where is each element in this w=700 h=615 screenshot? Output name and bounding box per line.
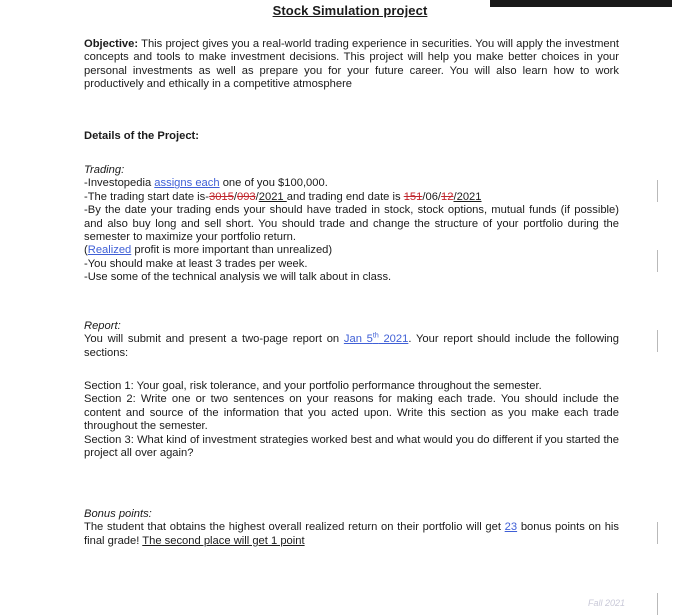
struck-text: 3015 (208, 190, 234, 203)
trading-line-realized (84, 244, 619, 257)
objective-text: This project gives you a real-world trading experience in securities. You will apply the investment concepts and tools to make investment decisions. This project will help you make better choices in your personal investments as well as prepare you for your future career. You will also learn how to work productively and ethically in a competitive atmosphere (84, 38, 619, 91)
text-span: -Investopedia (84, 177, 155, 190)
page-edge-mark (657, 522, 658, 544)
text-span: / (255, 190, 259, 203)
text-span: and trading end date is (286, 190, 404, 203)
struck-text: 093 (236, 190, 256, 203)
trading-line-instructions: -By the date your trading ends your should have traded in stock, stock options, mutual funds (if possible) and also buy long and sell short. You should trade and change the structure of your portfolio during the semester to maximize your portfolio return. (84, 204, 619, 244)
trading-line-trades: -You should make at least 3 trades per week. (84, 257, 308, 270)
page-edge-mark (657, 330, 658, 352)
text-span: You will submit and present a two-page report on (84, 333, 344, 346)
text-span: profit is more important than unrealized) (131, 244, 333, 257)
struck-text: 151 (403, 190, 423, 203)
trading-section (84, 164, 619, 285)
watermark-text: Fall 2021 (588, 598, 626, 608)
text-span: -The trading start date is- (84, 190, 209, 203)
details-heading: Details of the Project: (84, 130, 200, 142)
report-date-link[interactable] (344, 333, 408, 345)
report-text (84, 333, 619, 360)
text-span: /06/ (422, 190, 442, 203)
date-superscript: th (372, 332, 379, 340)
text-span: / (233, 190, 237, 203)
page-edge-mark (657, 250, 658, 272)
objective-paragraph (84, 38, 619, 92)
realized-link[interactable]: Realized (87, 244, 132, 257)
page-edge-mark (657, 593, 658, 615)
text-span: Jan 5 (343, 333, 373, 346)
text-span: bonus points on his final grade! (84, 521, 620, 547)
text-span: . Your report should include the following sections: (84, 333, 619, 359)
underlined-text: 2021 (258, 190, 287, 203)
bonus-label: Bonus points: (84, 508, 152, 520)
underlined-text: /2021 (453, 190, 482, 203)
trading-line-analysis: -Use some of the technical analysis we will talk about in class. (84, 271, 392, 284)
text-span: The student that obtains the highest overall realized return on their portfolio will get (84, 521, 505, 534)
assigns-each-link[interactable]: assigns each (154, 177, 220, 190)
page-edge-mark (657, 180, 658, 202)
trading-label: Trading: (84, 164, 125, 176)
trading-line-dates (84, 191, 619, 204)
section-1: Section 1: Your goal, risk tolerance, and your portfolio performance throughout the semester. (84, 380, 542, 392)
text-span: 2021 (378, 333, 409, 346)
struck-text: 12 (441, 190, 454, 203)
text-span: one of you $100,000. (219, 177, 328, 190)
bonus-text (84, 521, 619, 548)
report-label: Report: (84, 320, 121, 332)
sections-list (84, 380, 619, 460)
section-3: Section 3: What kind of investment strategies worked best and what would you do different if you started the project all over again? (84, 433, 619, 460)
report-section (84, 320, 619, 360)
trading-line-amount (84, 177, 619, 190)
bonus-section (84, 508, 619, 548)
objective-label: Objective: (84, 38, 139, 50)
second-place-note: The second place will get 1 point (142, 534, 305, 547)
text-span: ( (84, 244, 88, 257)
section-2: Section 2: Write one or two sentences on your reasons for making each trade. You should include the content and source of the information that you acted upon. Write this section as you make each trade throughout the semester. (84, 393, 619, 433)
page-title: Stock Simulation project (272, 3, 428, 18)
bonus-points-link[interactable]: 23 (504, 521, 518, 534)
